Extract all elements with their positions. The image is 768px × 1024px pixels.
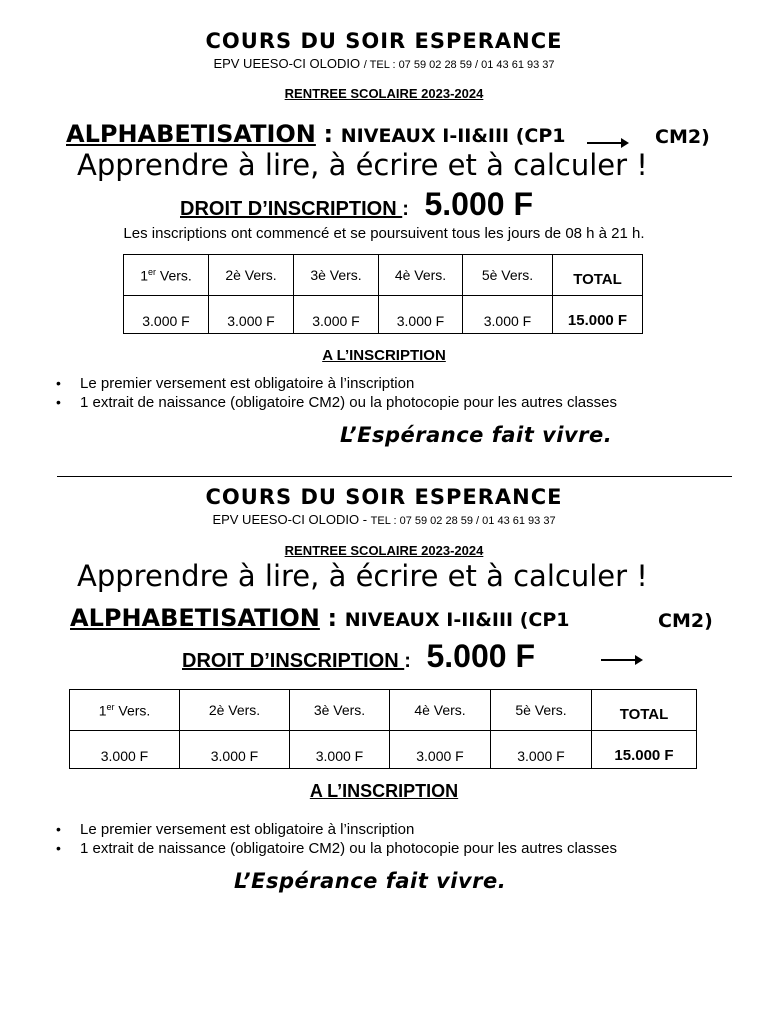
- alpha-colon: :: [327, 604, 338, 632]
- requirements-heading: A L’INSCRIPTION: [322, 347, 446, 364]
- value-cell: 3.000 F: [70, 731, 180, 769]
- slogan: Apprendre à lire, à écrire et à calculer !: [77, 148, 648, 182]
- requirements-list: [56, 374, 617, 412]
- alpha-heading: [70, 604, 570, 632]
- header-cell: 2è Vers.: [209, 255, 294, 296]
- payment-table: [69, 689, 697, 769]
- header-cell: 1er Vers.: [70, 690, 180, 731]
- alpha-title: ALPHABETISATION: [66, 120, 316, 148]
- levels-end: CM2): [658, 610, 713, 632]
- value-cell: 3.000 F: [124, 296, 209, 334]
- list-item: • Le premier versement est obligatoire à l’inscription: [56, 374, 617, 393]
- total-value: 15.000 F: [553, 296, 643, 334]
- location: EPV UEESO-CI OLODIO: [213, 56, 361, 71]
- location: EPV UEESO-CI OLODIO -: [212, 512, 368, 527]
- fee-amount: 5.000 F: [424, 186, 533, 222]
- org-title: COURS DU SOIR ESPERANCE: [205, 29, 563, 53]
- requirements-heading: A L’INSCRIPTION: [309, 781, 459, 801]
- school-year: RENTREE SCOLAIRE 2023-2024: [284, 86, 484, 101]
- header-cell: 5è Vers.: [491, 690, 592, 731]
- total-header: TOTAL: [553, 255, 643, 296]
- alpha-title: ALPHABETISATION: [70, 604, 320, 632]
- value-cell: 3.000 F: [209, 296, 294, 334]
- value-cell: 3.000 F: [491, 731, 592, 769]
- list-item: • 1 extrait de naissance (obligatoire CM2) ou la photocopie pour les autres classes: [56, 839, 617, 858]
- header-cell: 2è Vers.: [180, 690, 290, 731]
- contact-line: [0, 56, 768, 71]
- requirements-list: [56, 820, 617, 858]
- alpha-heading: [66, 120, 566, 148]
- phone-numbers: TEL : 07 59 02 28 59 / 01 43 61 93 37: [370, 515, 556, 527]
- value-cell: 3.000 F: [379, 296, 463, 334]
- cut-line-divider: [57, 476, 732, 477]
- levels-end: CM2): [655, 126, 710, 148]
- motto: L’Espérance fait vivre.: [340, 423, 613, 447]
- levels: NIVEAUX I-II&III (CP1: [340, 125, 566, 147]
- header-cell: 3è Vers.: [294, 255, 379, 296]
- header-cell: 5è Vers.: [463, 255, 553, 296]
- fee-label: DROIT D’INSCRIPTION: [180, 198, 403, 220]
- slogan: Apprendre à lire, à écrire et à calculer !: [77, 559, 648, 593]
- fee-colon: :: [404, 650, 411, 672]
- header-cell: 4è Vers.: [390, 690, 491, 731]
- levels: NIVEAUX I-II&III (CP1: [344, 609, 570, 631]
- contact-line: [0, 512, 768, 527]
- list-item: • 1 extrait de naissance (obligatoire CM2) ou la photocopie pour les autres classes: [56, 393, 617, 412]
- total-header: TOTAL: [592, 690, 697, 731]
- registration-fee: [182, 638, 535, 675]
- arrow-right-icon: [587, 142, 627, 144]
- payment-table: [123, 254, 643, 334]
- arrow-right-icon: [601, 659, 641, 661]
- fee-amount: 5.000 F: [426, 638, 535, 674]
- org-title: COURS DU SOIR ESPERANCE: [205, 485, 563, 509]
- header-cell: 3è Vers.: [290, 690, 390, 731]
- school-year: RENTREE SCOLAIRE 2023-2024: [284, 543, 484, 558]
- total-value: 15.000 F: [592, 731, 697, 769]
- fee-colon: :: [402, 198, 409, 220]
- value-cell: 3.000 F: [390, 731, 491, 769]
- header-cell: 4è Vers.: [379, 255, 463, 296]
- value-cell: 3.000 F: [180, 731, 290, 769]
- value-cell: 3.000 F: [294, 296, 379, 334]
- header-cell: 1er Vers.: [124, 255, 209, 296]
- list-item: • Le premier versement est obligatoire à l’inscription: [56, 820, 617, 839]
- registration-note: Les inscriptions ont commencé et se poursuivent tous les jours de 08 h à 21 h.: [123, 225, 645, 242]
- alpha-colon: :: [323, 120, 334, 148]
- motto: L’Espérance fait vivre.: [234, 869, 507, 893]
- phone-numbers: / TEL : 07 59 02 28 59 / 01 43 61 93 37: [363, 59, 555, 71]
- fee-label: DROIT D’INSCRIPTION: [182, 650, 405, 672]
- registration-fee: [180, 186, 533, 223]
- value-cell: 3.000 F: [290, 731, 390, 769]
- value-cell: 3.000 F: [463, 296, 553, 334]
